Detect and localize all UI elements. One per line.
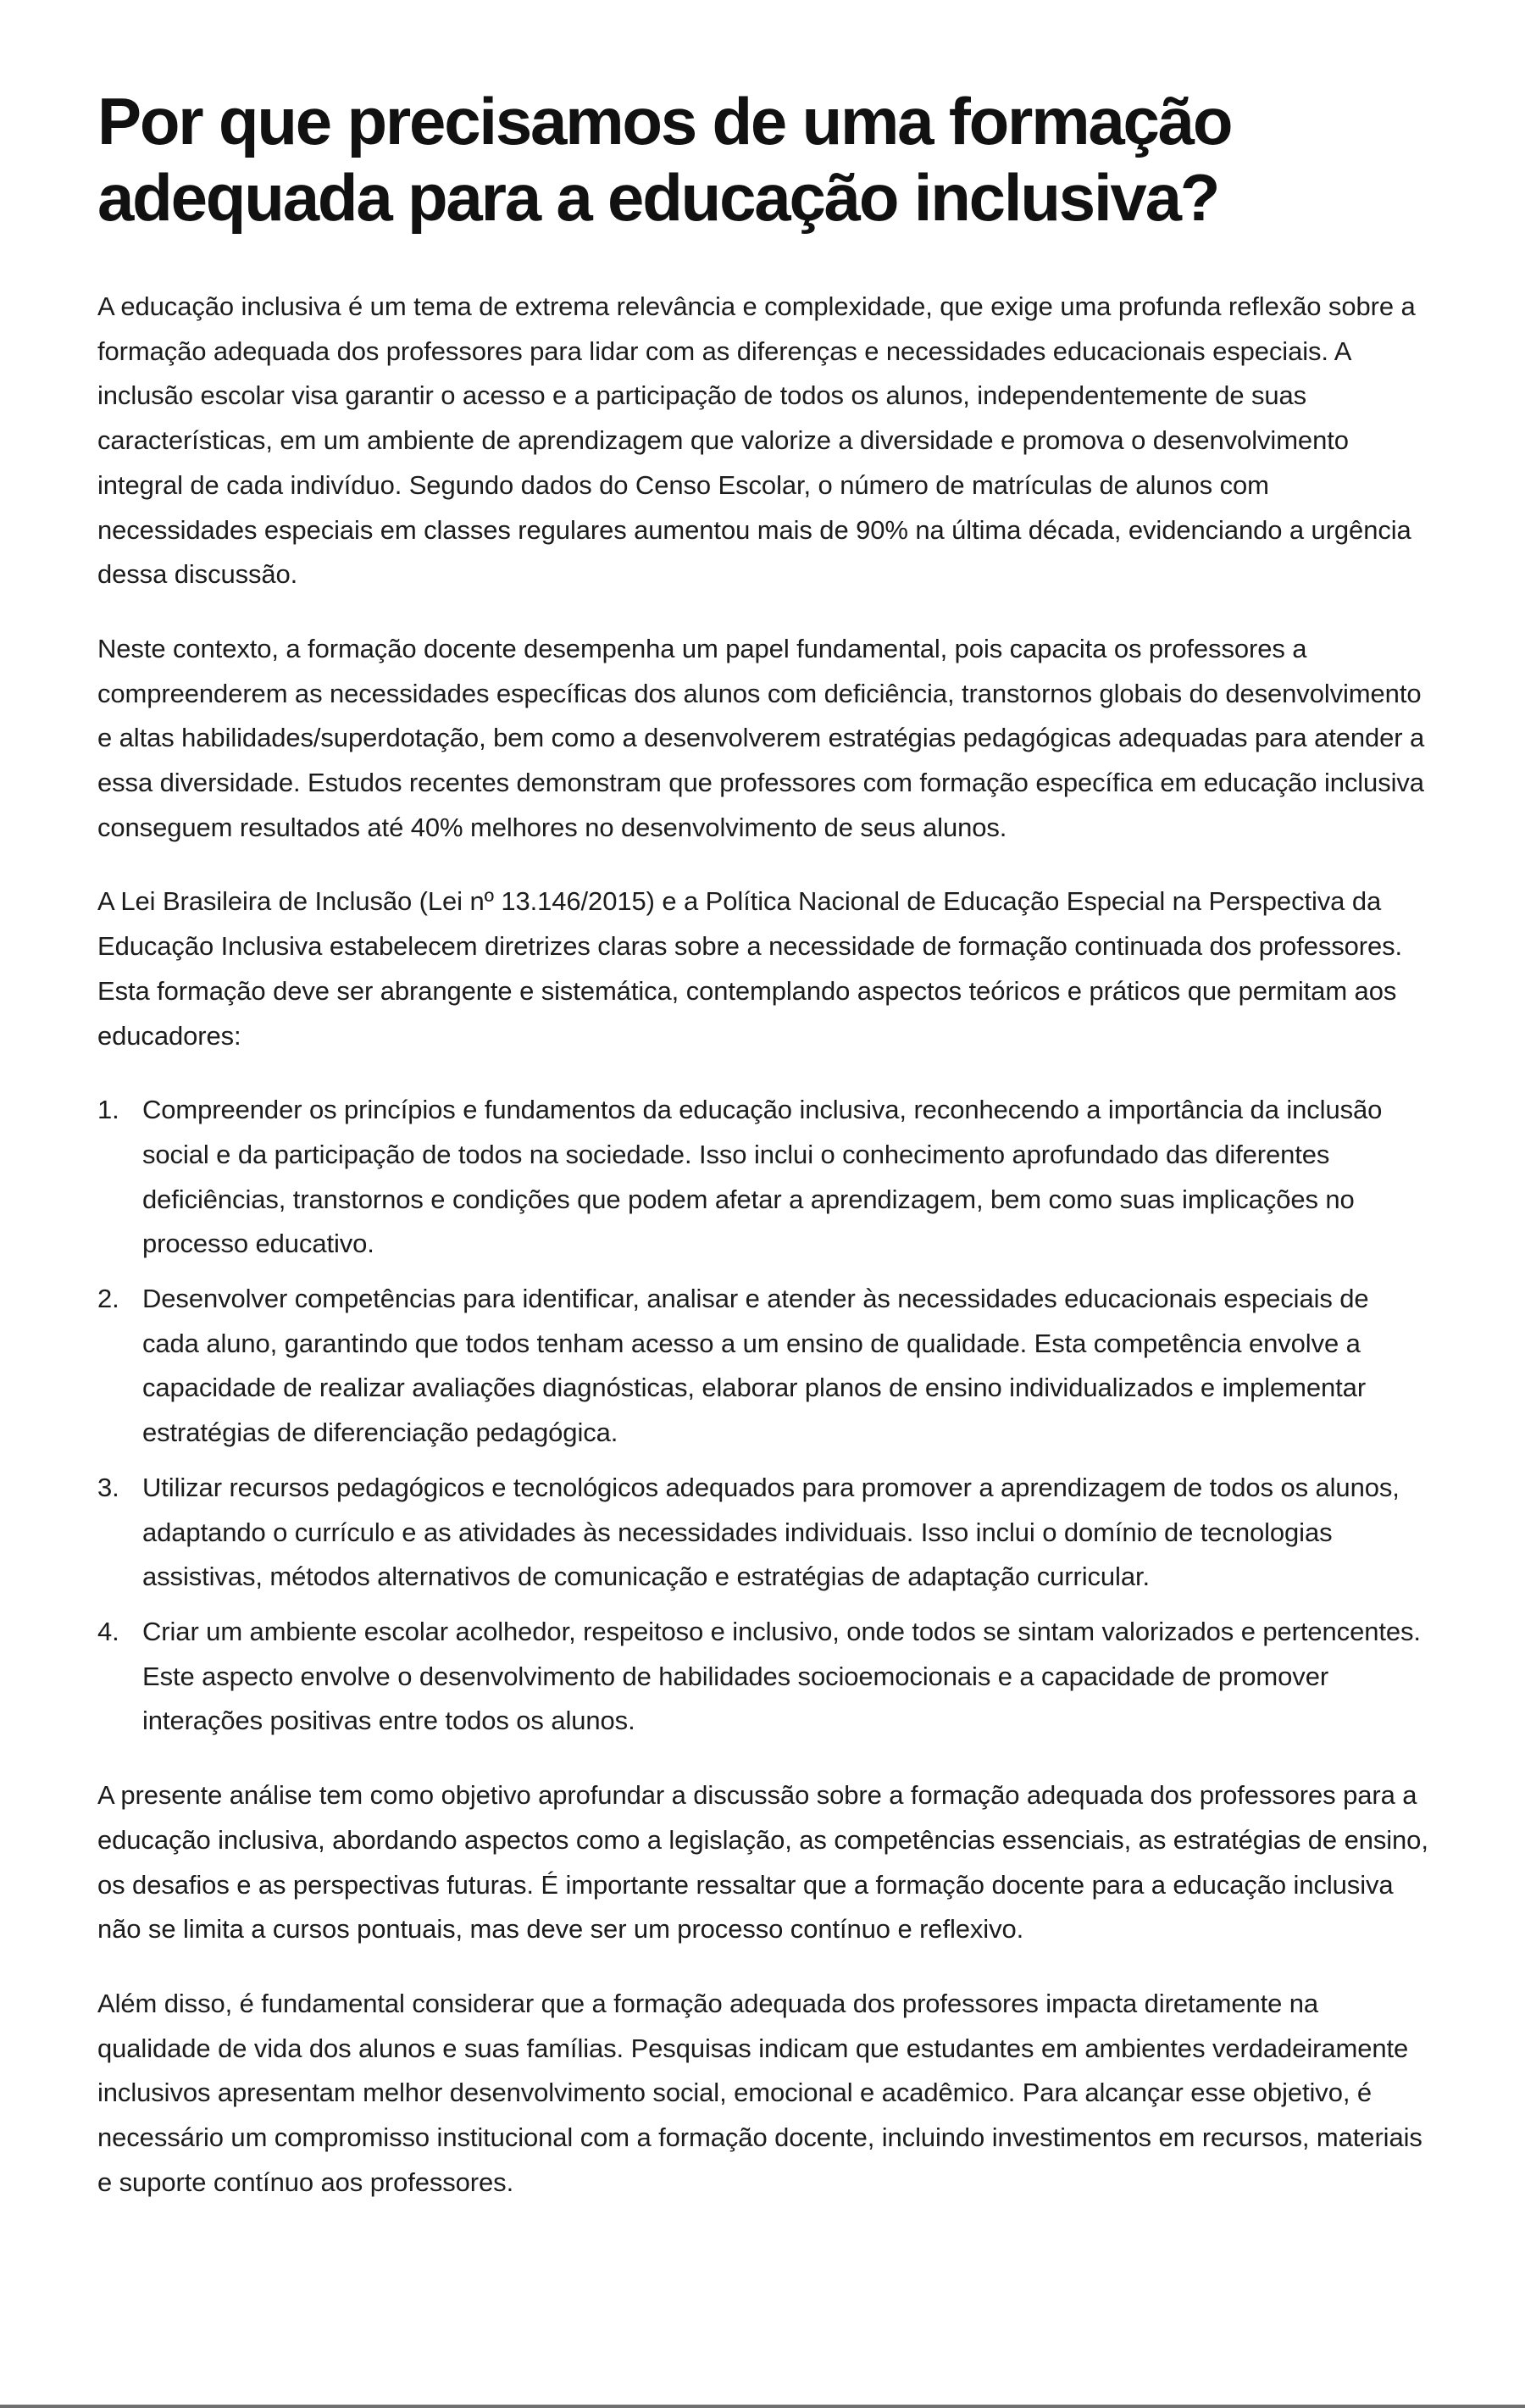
competencies-list [97, 1088, 1429, 1744]
paragraph-intro: A educação inclusiva é um tema de extrema relevância e complexidade, que exige uma profunda reflexão sobre a formação adequada dos professores para lidar com as diferenças e necessidades educacionais especiais. A inclusão escolar visa garantir o acesso e a participação de todos os alunos, independentemente de suas características, em um ambiente de aprendizagem que valorize a diversidade e promova o desenvolvimento integral de cada indivíduo. Segundo dados do Censo Escolar, o número de matrículas de alunos com necessidades especiais em classes regulares aumentou mais de 90% na última década, evidenciando a urgência dessa discussão. [97, 291, 1416, 590]
list-item-number: 1. [97, 1095, 119, 1125]
paragraph-objective: A presente análise tem como objetivo aprofundar a discussão sobre a formação adequada dos professores para a educação inclusiva, abordando aspectos como a legislação, as competências essenciais, as estratégias de ensino, os desafios e as perspectivas futuras. É importante ressaltar que a formação docente para a educação inclusiva não se limita a cursos pontuais, mas deve ser um processo contínuo e reflexivo. [97, 1780, 1428, 1945]
paragraph-legislation: A Lei Brasileira de Inclusão (Lei nº 13.146/2015) e a Política Nacional de Educação Especial na Perspectiva da Educação Inclusiva estabelecem diretrizes claras sobre a necessidade de formação continuada dos professores. Esta formação deve ser abrangente e sistemática, contemplando aspectos teóricos e práticos que permitam aos educadores: [97, 886, 1403, 1051]
list-item-text: Criar um ambiente escolar acolhedor, respeitoso e inclusivo, onde todos se sintam valorizados e pertencentes. Este aspecto envolve o desenvolvimento de habilidades socioemocionais e a capacidade de promover interações positivas entre todos os alunos. [142, 1616, 1421, 1736]
list-item [97, 1610, 1429, 1744]
list-item-number: 4. [97, 1616, 119, 1646]
list-item-text: Desenvolver competências para identificar, analisar e atender às necessidades educacionais especiais de cada aluno, garantindo que todos tenham acesso a um ensino de qualidade. Esta competência envolve a capacidade de realizar avaliações diagnósticas, elaborar planos de ensino individualizados e implementar estratégias de diferenciação pedagógica. [142, 1284, 1369, 1448]
list-item [97, 1466, 1429, 1600]
article [97, 83, 1429, 2234]
bottom-divider [0, 2405, 1525, 2408]
list-item-number: 2. [97, 1284, 119, 1314]
list-item [97, 1277, 1429, 1456]
paragraph-context: Neste contexto, a formação docente desempenha um papel fundamental, pois capacita os professores a compreenderem as necessidades específicas dos alunos com deficiência, transtornos globais do desenvolvimento e altas habilidades/superdotação, bem como a desenvolverem estratégias pedagógicas adequadas para atender a essa diversidade. Estudos recentes demonstram que professores com formação específica em educação inclusiva conseguem resultados até 40% melhores no desenvolvimento de seus alunos. [97, 633, 1425, 842]
list-item [97, 1088, 1429, 1267]
list-item-number: 3. [97, 1472, 119, 1502]
paragraph-conclusion: Além disso, é fundamental considerar que a formação adequada dos professores impacta diretamente na qualidade de vida dos alunos e suas famílias. Pesquisas indicam que estudantes em ambientes verdadeiramente inclusivos apresentam melhor desenvolvimento social, emocional e acadêmico. Para alcançar esse objetivo, é necessário um compromisso institucional com a formação docente, incluindo investimentos em recursos, materiais e suporte contínuo aos professores. [97, 1988, 1422, 2197]
article-title: Por que precisamos de uma formação adequada para a educação inclusiva? [97, 84, 1232, 235]
list-item-text: Utilizar recursos pedagógicos e tecnológicos adequados para promover a aprendizagem de todos os alunos, adaptando o currículo e as atividades às necessidades individuais. Isso inclui o domínio de tecnologias assistivas, métodos alternativos de comunicação e estratégias de adaptação curricular. [142, 1472, 1400, 1592]
list-item-text: Compreender os princípios e fundamentos da educação inclusiva, reconhecendo a importância da inclusão social e da participação de todos na sociedade. Isso inclui o conhecimento aprofundado das diferentes deficiências, transtornos e condições que podem afetar a aprendizagem, bem como suas implicações no processo educativo. [142, 1095, 1383, 1259]
